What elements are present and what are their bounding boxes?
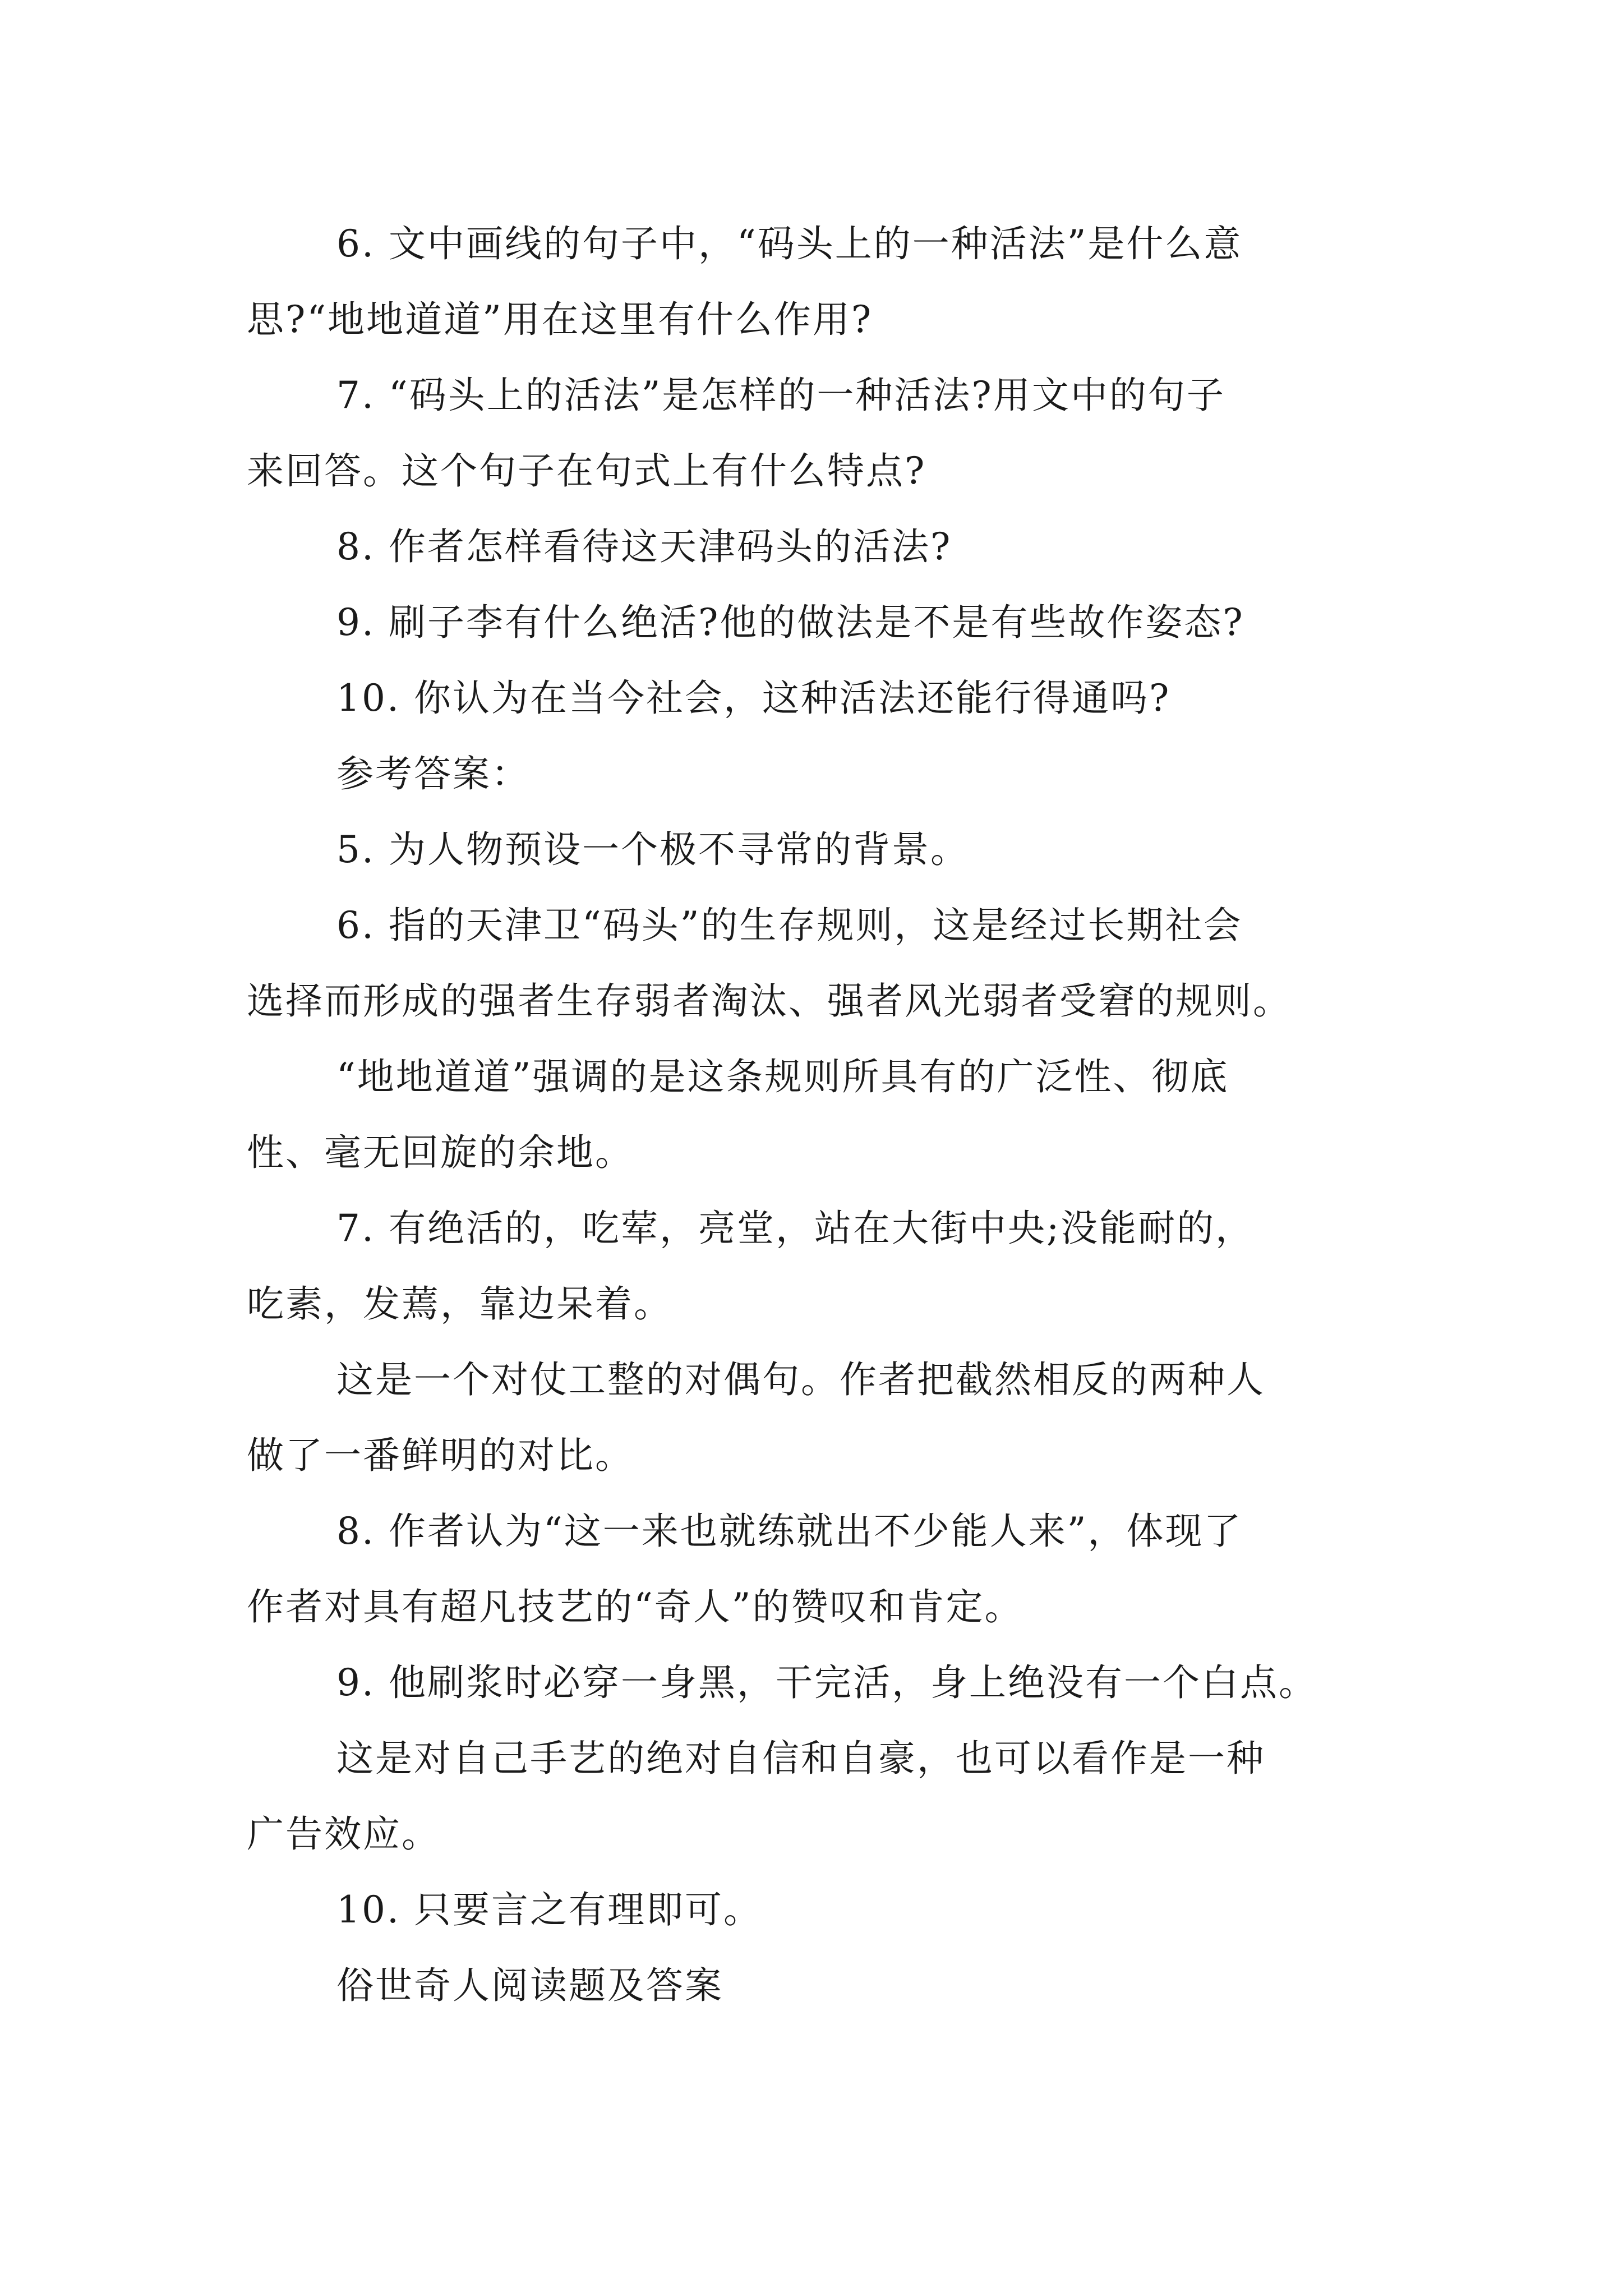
answer-6-line-2: 选择而形成的强者生存弱者淘汰、强者风光弱者受窘的规则。 <box>247 979 1292 1023</box>
answer-5: 5. 为人物预设一个极不寻常的背景。 <box>336 828 969 871</box>
question-6-line-2: 思?“地地道道”用在这里有什么作用? <box>247 298 873 341</box>
answer-10: 10. 只要言之有理即可。 <box>336 1888 762 1931</box>
question-7-line-2: 来回答。这个句子在句式上有什么特点? <box>247 449 926 493</box>
answer-9-line-1: 9. 他刷浆时必穿一身黑，干完活，身上绝没有一个白点。 <box>336 1661 1317 1704</box>
section-title: 俗世奇人阅读题及答案 <box>336 1964 723 2007</box>
answer-6-line-3: “地地道道”强调的是这条规则所具有的广泛性、彻底 <box>336 1055 1229 1098</box>
answer-7-line-2: 吃素，发蔫，靠边呆着。 <box>247 1282 672 1326</box>
answers-heading: 参考答案： <box>336 752 530 795</box>
answer-9-line-3: 广告效应。 <box>247 1812 440 1856</box>
question-8: 8. 作者怎样看待这天津码头的活法? <box>336 525 952 568</box>
answer-6-line-4: 性、毫无回旋的余地。 <box>247 1131 634 1174</box>
answer-9-line-2: 这是对自己手艺的绝对自信和自豪，也可以看作是一种 <box>336 1737 1265 1780</box>
answer-8-line-1: 8. 作者认为“这一来也就练就出不少能人来”，体现了 <box>336 1510 1243 1553</box>
answer-6-line-1: 6. 指的天津卫“码头”的生存规则，这是经过长期社会 <box>336 904 1243 947</box>
question-10: 10. 你认为在当今社会，这种活法还能行得通吗? <box>336 677 1171 720</box>
question-7-line-1: 7. “码头上的活法”是怎样的一种活法?用文中的句子 <box>336 374 1225 417</box>
question-9: 9. 刷子李有什么绝活?他的做法是不是有些故作姿态? <box>336 601 1244 644</box>
answer-7-line-4: 做了一番鲜明的对比。 <box>247 1434 634 1477</box>
answer-7-line-1: 7. 有绝活的，吃荤，亮堂，站在大街中央;没能耐的， <box>336 1207 1255 1250</box>
answer-8-line-2: 作者对具有超凡技艺的“奇人”的赞叹和肯定。 <box>247 1585 1023 1628</box>
answer-7-line-3: 这是一个对仗工整的对偶句。作者把截然相反的两种人 <box>336 1358 1265 1401</box>
question-6-line-1: 6. 文中画线的句子中，“码头上的一种活法”是什么意 <box>336 222 1243 265</box>
